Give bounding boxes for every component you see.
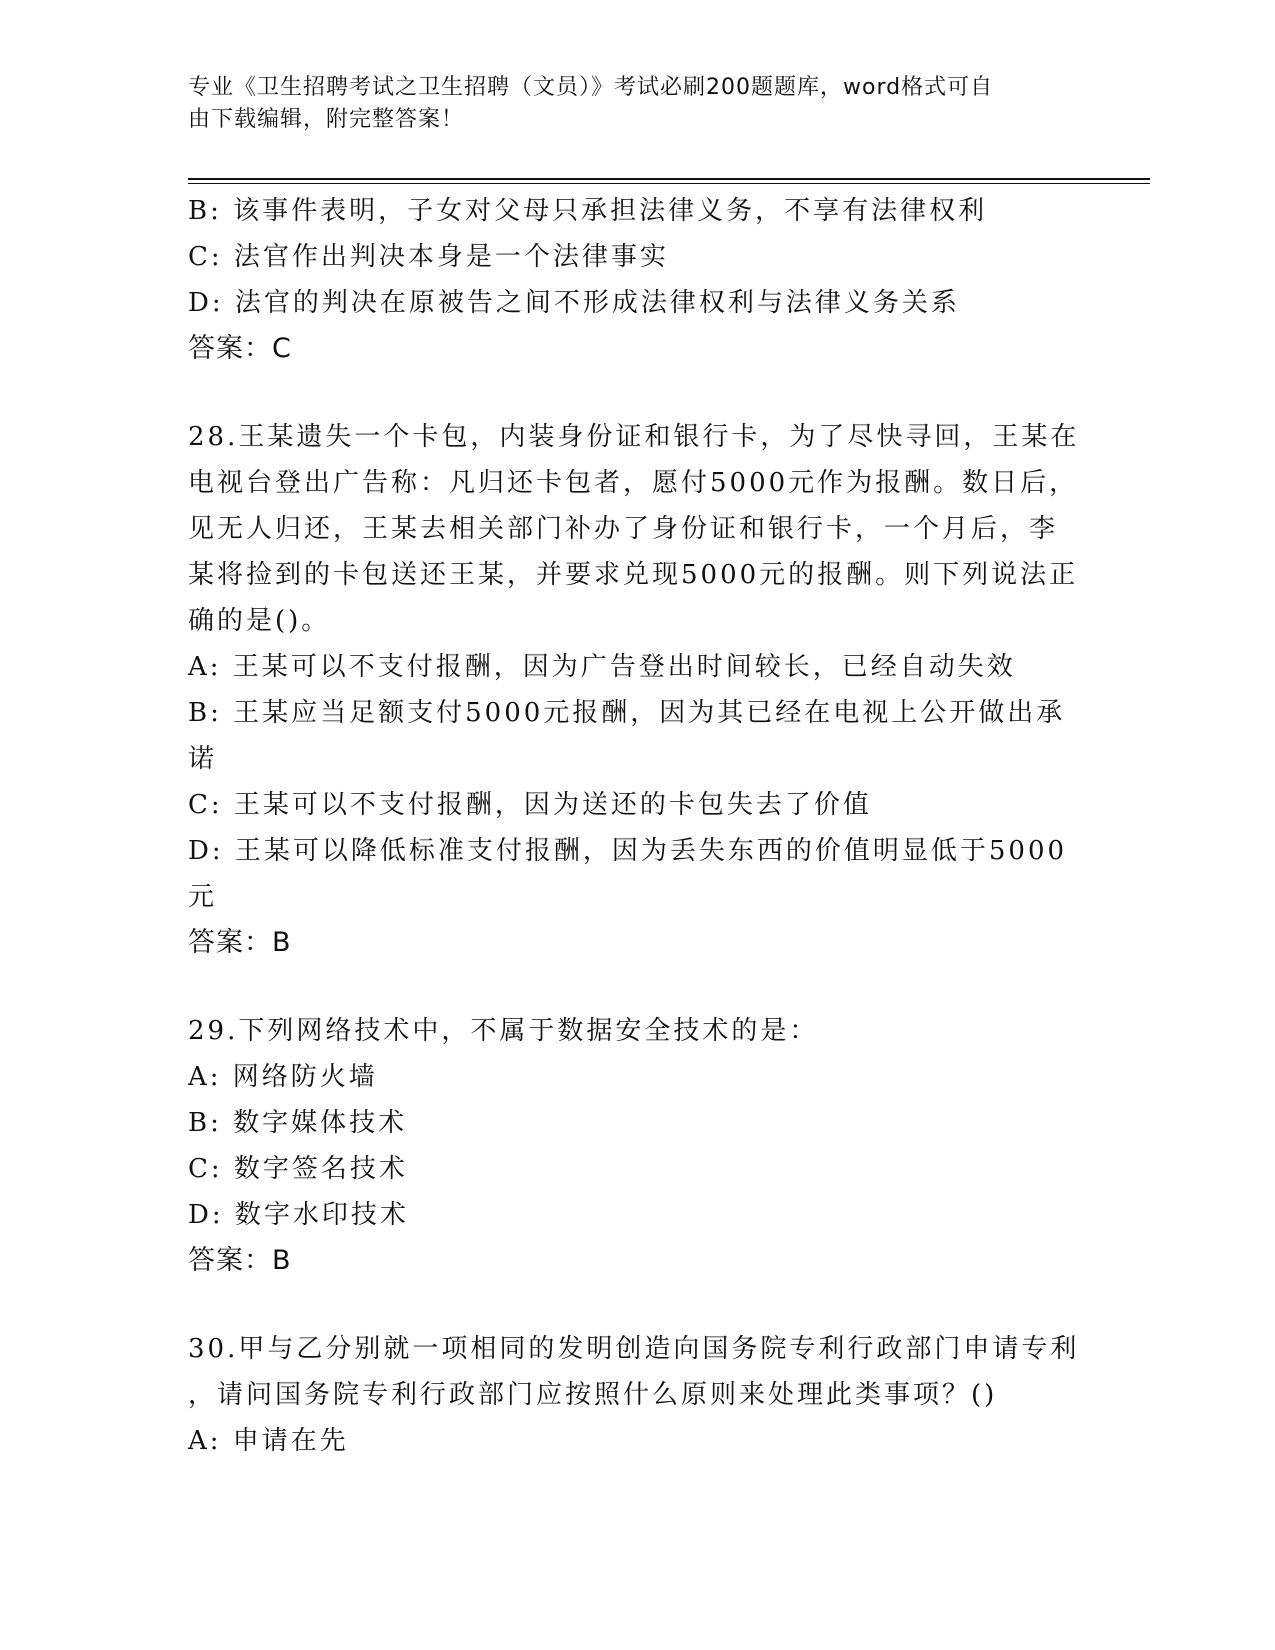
q29-option-c: C: 数字签名技术 [188, 1154, 408, 1184]
q30-option-a: A: 申请在先 [188, 1426, 349, 1456]
q29-option-a: A: 网络防火墙 [188, 1062, 378, 1092]
document-header [188, 72, 1088, 136]
header-rule-thick [188, 178, 1150, 180]
q27-answer: 答案：C [188, 333, 292, 364]
q29-option-b: B: 数字媒体技术 [188, 1108, 408, 1138]
header-rule-thin [188, 183, 1150, 184]
q28-option-b-line-2: 诺 [188, 744, 218, 774]
q28-option-a: A: 王某可以不支付报酬，因为广告登出时间较长，已经自动失效 [188, 652, 1016, 682]
q28-stem-line-5: 确的是()。 [188, 606, 331, 636]
question-list [188, 188, 1080, 1464]
q27-option-b: B: 该事件表明，子女对父母只承担法律义务，不享有法律权利 [188, 196, 988, 226]
q28-answer: 答案：B [188, 927, 292, 958]
q28-stem-line-3: 见无人归还，王某去相关部门补办了身份证和银行卡，一个月后，李 [188, 514, 1059, 544]
header-line-1: 专业《卫生招聘考试之卫生招聘（文员）》考试必刷200题题库，word格式可自 [188, 75, 994, 100]
q27-option-d: D: 法官的判决在原被告之间不形成法律权利与法律义务关系 [188, 288, 960, 318]
q30-stem-line-1: 30.甲与乙分别就一项相同的发明创造向国务院专利行政部门申请专利 [188, 1334, 1080, 1364]
q28-stem-line-2: 电视台登出广告称：凡归还卡包者，愿付5000元作为报酬。数日后， [188, 468, 1079, 498]
q28-option-c: C: 王某可以不支付报酬，因为送还的卡包失去了价值 [188, 790, 872, 820]
q29-answer: 答案：B [188, 1245, 292, 1276]
q28-stem-line-1: 28.王某遗失一个卡包，内装身份证和银行卡，为了尽快寻回，王某在 [188, 422, 1080, 452]
q29-option-d: D: 数字水印技术 [188, 1200, 409, 1230]
q28-stem-line-4: 某将捡到的卡包送还王某，并要求兑现5000元的报酬。则下列说法正 [188, 560, 1079, 590]
header-line-2: 由下载编辑，附完整答案！ [188, 107, 465, 132]
q27-option-c: C: 法官作出判决本身是一个法律事实 [188, 242, 669, 272]
q28-option-d-line-1: D: 王某可以降低标准支付报酬，因为丢失东西的价值明显低于5000 [188, 836, 1068, 866]
question-29 [188, 1008, 1068, 1284]
question-28 [188, 414, 1080, 966]
q28-option-d-line-2: 元 [188, 882, 218, 912]
q28-option-b-line-1: B: 王某应当足额支付5000元报酬，因为其已经在电视上公开做出承 [188, 698, 1066, 728]
question-30 [188, 1326, 1080, 1464]
q29-stem: 29.下列网络技术中，不属于数据安全技术的是： [188, 1016, 819, 1046]
question-27-tail [188, 188, 1068, 372]
q30-stem-line-2: ，请问国务院专利行政部门应按照什么原则来处理此类事项？() [188, 1380, 998, 1410]
